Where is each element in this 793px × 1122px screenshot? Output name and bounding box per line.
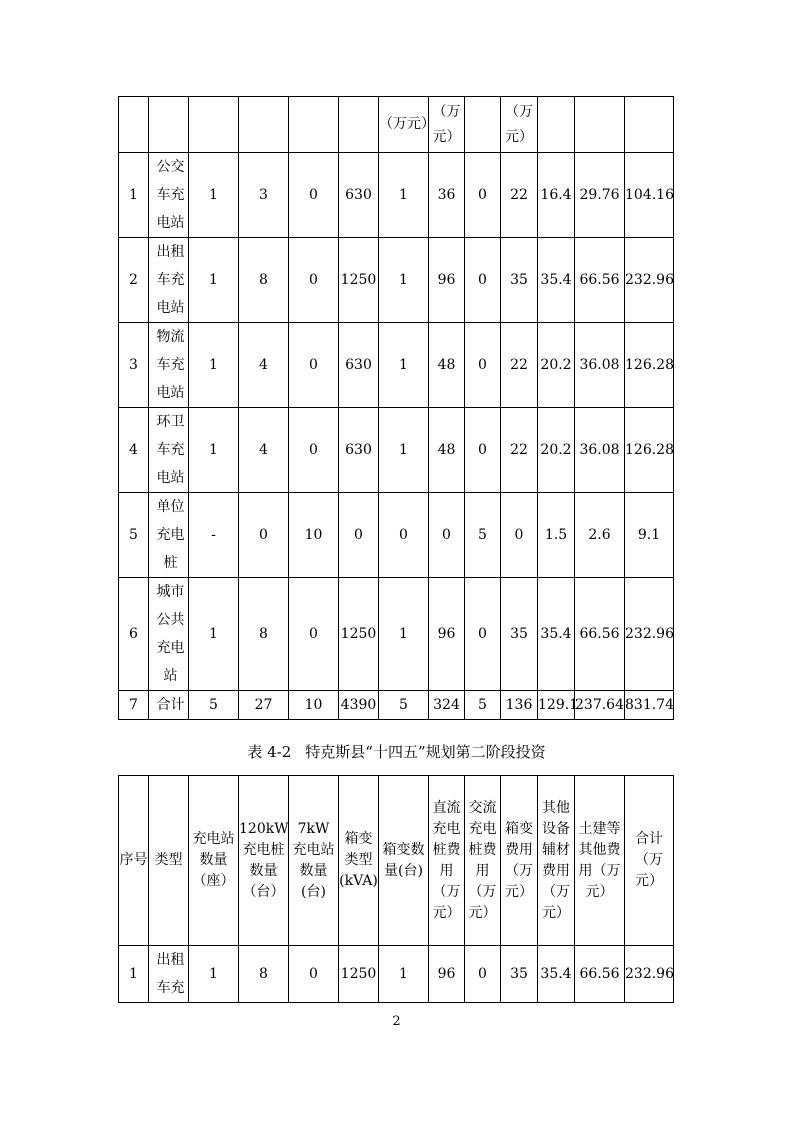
type-line: 电站 [156,300,185,316]
value-cell: 0 [465,408,501,493]
value-cell: 36.08 [575,408,625,493]
header-cell: 箱变数量(台) [379,776,429,946]
row-number-cell: 2 [119,238,149,323]
value-cell: 20.2 [538,323,575,408]
value-cell: 35 [501,238,538,323]
value-cell: 48 [429,408,465,493]
value-cell: 0 [429,493,465,578]
table-row [119,408,674,493]
value-cell: 10 [289,691,339,720]
row-number-cell: 6 [119,578,149,691]
header-fragment-cell: （万元） [429,97,465,153]
header-cell: 序号 [119,776,149,946]
value-cell: 4 [239,408,289,493]
table-number: 表 4-2 [247,743,292,761]
value-cell: 9.1 [625,493,674,578]
type-cell [149,691,189,720]
value-cell: 22 [501,153,538,238]
type-line: 环卫 [156,414,185,430]
value-cell: 0 [339,493,379,578]
value-cell: 5 [465,691,501,720]
value-cell: 5 [189,691,239,720]
value-cell: 0 [289,153,339,238]
value-cell: 22 [501,323,538,408]
type-line: 充电 [156,527,185,543]
value-cell: 8 [239,578,289,691]
row-number-cell: 5 [119,493,149,578]
value-cell: 36.08 [575,323,625,408]
value-cell: 1 [379,153,429,238]
type-cell [149,578,189,691]
type-line: 公共 [156,612,185,628]
type-line: 电站 [156,385,185,401]
value-cell: 35 [501,578,538,691]
type-line: 充电 [156,640,185,656]
value-cell: 0 [465,153,501,238]
value-cell: 16.4 [538,153,575,238]
value-cell: 104.16 [625,153,674,238]
investment-table-phase2 [118,775,674,1003]
value-cell: 0 [465,946,501,1003]
value-cell: 35.4 [538,946,575,1003]
table-caption [0,740,793,764]
header-cell: 120kW充电桩数量（台） [239,776,289,946]
type-line: 车充 [156,272,185,288]
value-cell: 0 [379,493,429,578]
header-cell: 类型 [149,776,189,946]
value-cell: 0 [239,493,289,578]
value-cell: 3 [239,153,289,238]
value-cell: 1.5 [538,493,575,578]
value-cell: 96 [429,238,465,323]
value-cell: 630 [339,153,379,238]
value-cell: 1250 [339,238,379,323]
type-line: 车充 [156,187,185,203]
value-cell: 237.64 [575,691,625,720]
value-cell: 35.4 [538,238,575,323]
value-cell: 8 [239,946,289,1003]
type-cell [149,493,189,578]
header-row [119,776,674,946]
header-fragment-cell [465,97,501,153]
table-row [119,153,674,238]
value-cell: 232.96 [625,238,674,323]
header-cell: 交流充电桩费用（万元） [465,776,501,946]
value-cell: 0 [289,578,339,691]
value-cell: 2.6 [575,493,625,578]
value-cell: 126.28 [625,408,674,493]
type-line: 车充 [156,357,185,373]
table-row [119,493,674,578]
value-cell: 4390 [339,691,379,720]
header-cell: 合计（万元） [625,776,674,946]
type-line: 站 [163,668,178,684]
type-line: 电站 [156,470,185,486]
value-cell: 1 [189,578,239,691]
row-number-cell: 7 [119,691,149,720]
value-cell: 96 [429,578,465,691]
header-fragment-cell: （万元） [379,97,429,153]
value-cell: 126.28 [625,323,674,408]
header-fragment-cell [289,97,339,153]
header-cell: 箱变类型(kVA) [339,776,379,946]
header-cell: 直流充电桩费用（万元） [429,776,465,946]
value-cell: 0 [289,946,339,1003]
header-fragment-cell [339,97,379,153]
type-line: 车充 [156,442,185,458]
type-line: 物流 [156,329,185,345]
row-number-cell: 3 [119,323,149,408]
header-fragment-cell: （万元） [501,97,538,153]
value-cell: 35.4 [538,578,575,691]
table-row [119,578,674,691]
value-cell: 1250 [339,946,379,1003]
type-line: 出租 [156,244,185,260]
value-cell: 36 [429,153,465,238]
investment-table-phase1 [118,96,674,720]
table-row [119,691,674,720]
value-cell: 5 [379,691,429,720]
value-cell: 1 [379,408,429,493]
value-cell: 0 [465,238,501,323]
type-line: 桩 [163,555,178,571]
header-fragment-cell [538,97,575,153]
type-line: 单位 [156,499,185,515]
header-cell: 7kW 充电站数量(台) [289,776,339,946]
value-cell: 10 [289,493,339,578]
header-fragment-cell [575,97,625,153]
header-fragment-row [119,97,674,153]
header-cell: 土建等其他费用（万元） [575,776,625,946]
value-cell: 1 [189,323,239,408]
value-cell: 136 [501,691,538,720]
header-fragment-cell [119,97,149,153]
value-cell: 630 [339,323,379,408]
value-cell: 1 [379,946,429,1003]
table-row [119,946,674,1003]
value-cell: - [189,493,239,578]
header-cell: 充电站数量（座） [189,776,239,946]
type-line: 公交 [156,159,185,175]
value-cell: 0 [465,323,501,408]
type-cell [149,238,189,323]
row-number-cell: 1 [119,153,149,238]
table-row [119,238,674,323]
value-cell: 1250 [339,578,379,691]
value-cell: 0 [289,323,339,408]
value-cell: 232.96 [625,946,674,1003]
page-number: 2 [392,1014,401,1029]
type-cell [149,323,189,408]
header-fragment-cell [149,97,189,153]
type-line: 电站 [156,215,185,231]
value-cell: 4 [239,323,289,408]
row-number-cell: 1 [119,946,149,1003]
value-cell: 630 [339,408,379,493]
table-row [119,323,674,408]
type-cell [149,408,189,493]
value-cell: 129.1 [538,691,575,720]
type-cell [149,153,189,238]
value-cell: 1 [379,578,429,691]
value-cell: 1 [379,238,429,323]
value-cell: 66.56 [575,238,625,323]
table-title: 特克斯县“十四五”规划第二阶段投资 [305,743,546,761]
value-cell: 35 [501,946,538,1003]
header-cell: 其他设备辅材费用（万元） [538,776,575,946]
value-cell: 1 [189,238,239,323]
header-fragment-cell [625,97,674,153]
value-cell: 1 [189,408,239,493]
header-fragment-cell [239,97,289,153]
value-cell: 66.56 [575,578,625,691]
value-cell: 27 [239,691,289,720]
value-cell: 29.76 [575,153,625,238]
value-cell: 1 [189,946,239,1003]
type-line: 出租 [156,952,185,968]
value-cell: 0 [289,238,339,323]
value-cell: 96 [429,946,465,1003]
value-cell: 8 [239,238,289,323]
value-cell: 66.56 [575,946,625,1003]
header-fragment-cell [189,97,239,153]
value-cell: 22 [501,408,538,493]
value-cell: 0 [465,578,501,691]
type-line: 车充 [156,980,185,996]
value-cell: 0 [289,408,339,493]
value-cell: 20.2 [538,408,575,493]
value-cell: 1 [379,323,429,408]
type-cell [149,946,189,1003]
value-cell: 324 [429,691,465,720]
value-cell: 48 [429,323,465,408]
value-cell: 0 [501,493,538,578]
type-line: 城市 [156,584,185,600]
type-line: 合计 [156,697,185,713]
value-cell: 5 [465,493,501,578]
value-cell: 831.74 [625,691,674,720]
value-cell: 1 [189,153,239,238]
row-number-cell: 4 [119,408,149,493]
header-cell: 箱变费用（万元） [501,776,538,946]
value-cell: 232.96 [625,578,674,691]
